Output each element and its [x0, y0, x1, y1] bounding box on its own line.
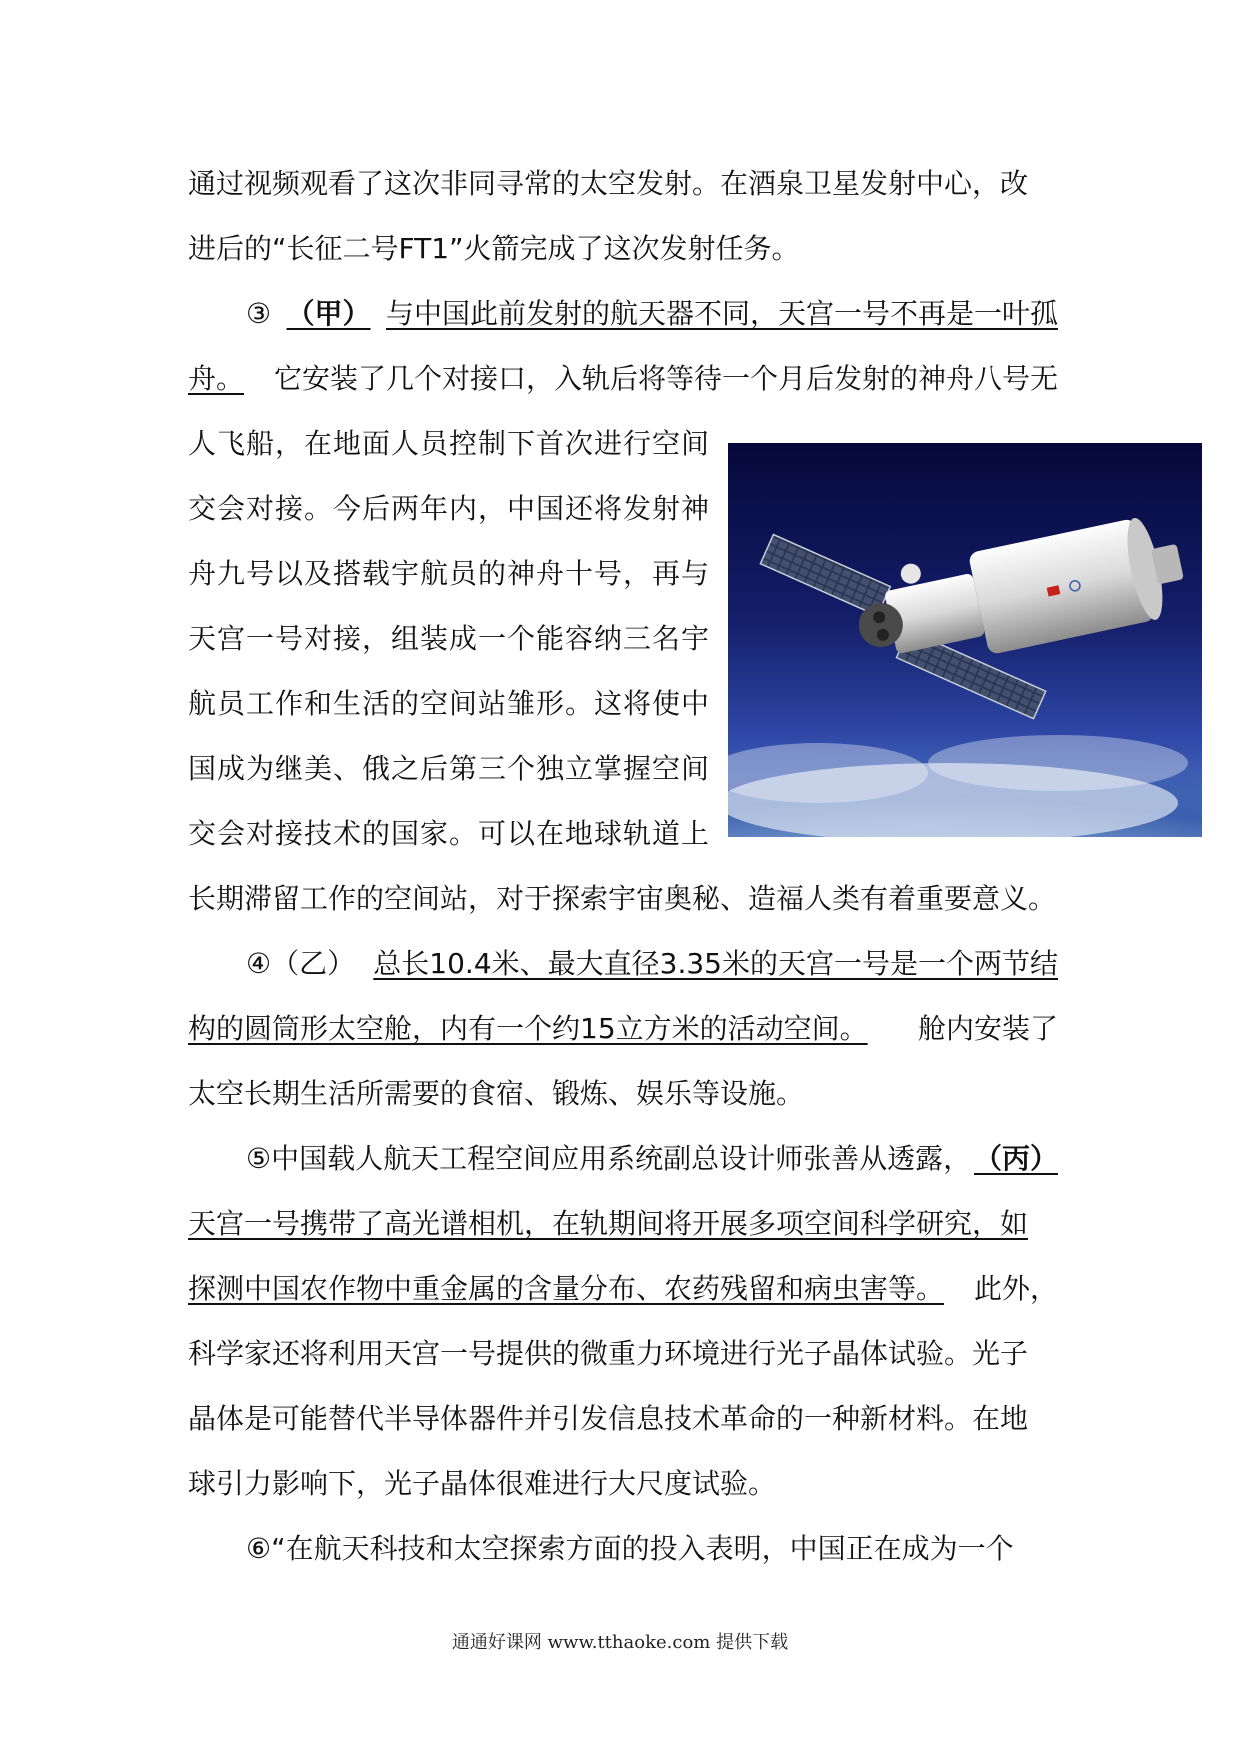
text-line-12: 长期滞留工作的空间站，对于探索宇宙奥秘、造福人类有着重要意义。 — [188, 882, 1057, 915]
text-line-3: ③ （甲） 与中国此前发射的航天器不同，天宫一号不再是一叶孤 — [246, 291, 1058, 337]
text-line-16: ⑤中国载人航天工程空间应用系统副总设计师张善从透露， （丙） — [246, 1136, 1058, 1182]
text-line-1: 通过视频观看了这次非同寻常的太空发射。在酒泉卫星发射中心，改 — [188, 167, 1029, 200]
text-line-11: 交会对接技术的国家。可以在地球轨道上 — [188, 817, 711, 850]
text-line-13: ④（乙） 总长10.4米、最大直径3.35米的天宫一号是一个两节结 — [246, 947, 1058, 980]
text-line-18: 探测中国农作物中重金属的含量分布、农药残留和病虫害等。 此外， — [188, 1272, 1058, 1305]
marker-jia: （甲） — [286, 297, 371, 330]
text-line-22: ⑥“在航天科技和太空探索方面的投入表明，中国正在成为一个 — [246, 1532, 1014, 1565]
text-line-9: 航员工作和生活的空间站雏形。这将使中 — [188, 687, 711, 720]
space-station-photo — [728, 443, 1202, 837]
text-line-5: 人飞船，在地面人员控制下首次进行空间 — [188, 427, 711, 460]
text-line-4: 舟。 它安装了几个对接口，入轨后将等待一个月后发射的神舟八号无 — [188, 362, 1058, 395]
text-line-14: 构的圆筒形太空舱，内有一个约15立方米的活动空间。 舱内安装了 — [188, 1012, 1058, 1045]
text-line-15: 太空长期生活所需要的食宿、锻炼、娱乐等设施。 — [188, 1077, 805, 1110]
text-line-20: 晶体是可能替代半导体器件并引发信息技术革命的一种新材料。在地 — [188, 1402, 1029, 1435]
text-line-2: 进后的“长征二号FT1”火箭完成了这次发射任务。 — [188, 232, 800, 265]
text-line-7: 舟九号以及搭载宇航员的神舟十号，再与 — [188, 557, 711, 590]
footer-credit: 通通好课网 www.tthaoke.com 提供下载 — [451, 1632, 789, 1653]
marker-bing: （丙） — [973, 1142, 1058, 1175]
text-line-8: 天宫一号对接，组装成一个能容纳三名宇 — [188, 622, 711, 655]
text-line-17: 天宫一号携带了高光谱相机，在轨期间将开展多项空间科学研究，如 — [188, 1207, 1029, 1240]
text-line-10: 国成为继美、俄之后第三个独立掌握空间 — [188, 752, 711, 785]
text-line-21: 球引力影响下，光子晶体很难进行大尺度试验。 — [188, 1467, 777, 1500]
text-line-19: 科学家还将利用天宫一号提供的微重力环境进行光子晶体试验。光子 — [188, 1337, 1029, 1370]
text-line-6: 交会对接。今后两年内，中国还将发射神 — [188, 492, 711, 525]
